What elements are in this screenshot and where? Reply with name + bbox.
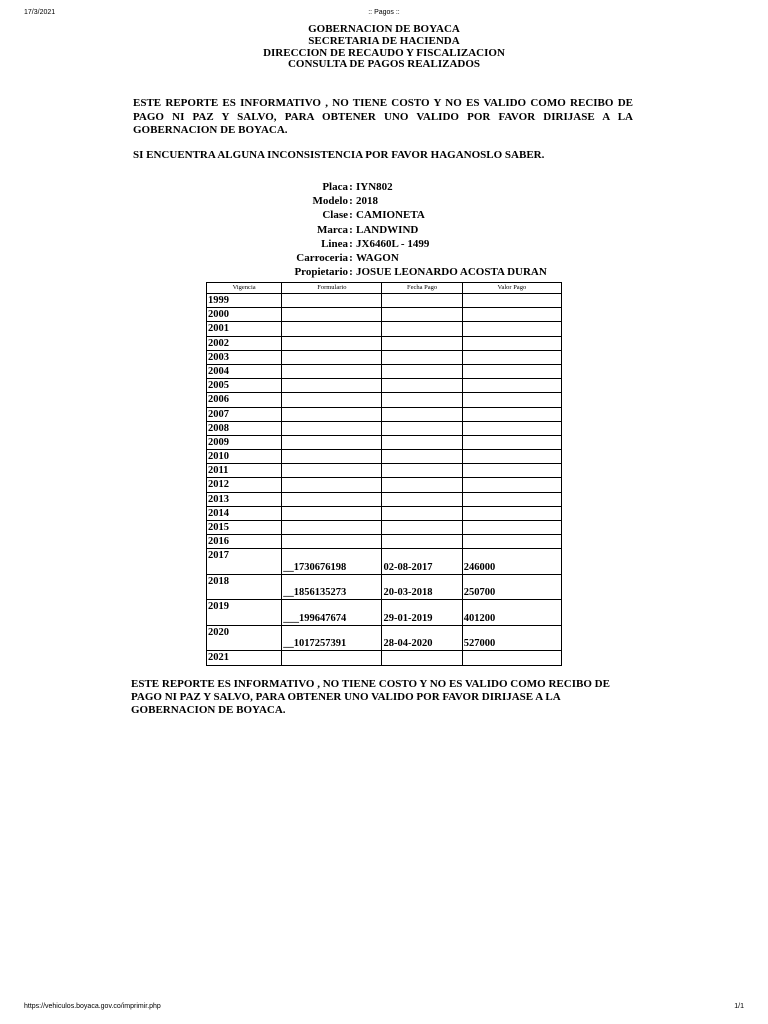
table-row bbox=[207, 450, 562, 464]
table-row bbox=[207, 574, 562, 600]
marca-label: Marca bbox=[317, 223, 348, 236]
vigencia-cell: 2008 bbox=[207, 421, 282, 435]
fecha-pago-cell: 20-03-2018 bbox=[382, 574, 462, 600]
table-row bbox=[207, 478, 562, 492]
carroceria-value: WAGON bbox=[356, 251, 399, 264]
formulario-cell bbox=[282, 535, 382, 549]
table-row bbox=[207, 506, 562, 520]
formulario-cell bbox=[282, 521, 382, 535]
print-date: 17/3/2021 bbox=[24, 9, 56, 16]
formulario-cell bbox=[282, 478, 382, 492]
fecha-pago-cell bbox=[382, 393, 462, 407]
valor-pago-cell bbox=[462, 393, 561, 407]
valor-pago-cell: 527000 bbox=[462, 625, 561, 651]
formulario-cell bbox=[282, 506, 382, 520]
propietario-value: JOSUE LEONARDO ACOSTA DURAN bbox=[356, 266, 547, 279]
heading-line-3: DIRECCION DE RECAUDO Y FISCALIZACION bbox=[263, 46, 505, 59]
table-row bbox=[207, 336, 562, 350]
table-row bbox=[207, 364, 562, 378]
table-row bbox=[207, 549, 562, 575]
valor-pago-cell bbox=[462, 506, 561, 520]
header-valor-pago: Valor Pago bbox=[462, 283, 561, 294]
table-row bbox=[207, 492, 562, 506]
valor-pago-cell bbox=[462, 379, 561, 393]
formulario-cell bbox=[282, 435, 382, 449]
heading-line-2: SECRETARIA DE HACIENDA bbox=[308, 34, 460, 47]
table-row bbox=[207, 651, 562, 665]
payments-header-row bbox=[207, 283, 562, 294]
print-url: https://vehiculos.boyaca.gov.co/imprimir.php bbox=[24, 1003, 161, 1010]
valor-pago-cell bbox=[462, 421, 561, 435]
valor-pago-cell bbox=[462, 478, 561, 492]
fecha-pago-cell bbox=[382, 651, 462, 665]
modelo-value: 2018 bbox=[356, 195, 378, 208]
formulario-cell bbox=[282, 393, 382, 407]
valor-pago-cell bbox=[462, 294, 561, 308]
valor-pago-cell bbox=[462, 336, 561, 350]
vehicle-placa-row: Placa : IYN802 bbox=[250, 180, 670, 194]
vehicle-clase-row: Clase : CAMIONETA bbox=[250, 208, 670, 222]
fecha-pago-cell bbox=[382, 492, 462, 506]
fecha-pago-cell bbox=[382, 506, 462, 520]
fecha-pago-cell: 02-08-2017 bbox=[382, 549, 462, 575]
vigencia-cell: 2000 bbox=[207, 308, 282, 322]
informative-notice-bottom bbox=[131, 678, 621, 717]
linea-label: Linea bbox=[321, 237, 348, 250]
print-page-number: 1/1 bbox=[734, 1003, 744, 1010]
formulario-cell bbox=[282, 336, 382, 350]
vigencia-cell: 2014 bbox=[207, 506, 282, 520]
vigencia-cell: 2011 bbox=[207, 464, 282, 478]
table-row bbox=[207, 600, 562, 626]
formulario-cell bbox=[282, 421, 382, 435]
valor-pago-cell bbox=[462, 535, 561, 549]
fecha-pago-cell bbox=[382, 521, 462, 535]
print-footer bbox=[0, 1003, 768, 1015]
fecha-pago-cell bbox=[382, 535, 462, 549]
modelo-label: Modelo bbox=[312, 195, 348, 208]
vigencia-cell: 1999 bbox=[207, 294, 282, 308]
table-row bbox=[207, 407, 562, 421]
valor-pago-cell: 401200 bbox=[462, 600, 561, 626]
placa-label: Placa bbox=[322, 181, 348, 193]
marca-value: LANDWIND bbox=[356, 223, 419, 236]
vigencia-cell: 2017 bbox=[207, 549, 282, 575]
valor-pago-cell bbox=[462, 464, 561, 478]
formulario-cell: __1017257391 bbox=[282, 625, 382, 651]
carroceria-label: Carroceria bbox=[296, 251, 348, 264]
placa-value: IYN802 bbox=[356, 181, 393, 193]
formulario-cell bbox=[282, 651, 382, 665]
fecha-pago-cell: 28-04-2020 bbox=[382, 625, 462, 651]
notice-bottom-line-2: PAGO NI PAZ Y SALVO, PARA OBTENER UNO VALIDO POR FAVOR DIRIJASE A LA bbox=[131, 691, 561, 703]
fecha-pago-cell: 29-01-2019 bbox=[382, 600, 462, 626]
vigencia-cell: 2006 bbox=[207, 393, 282, 407]
formulario-cell bbox=[282, 407, 382, 421]
fecha-pago-cell bbox=[382, 336, 462, 350]
table-row bbox=[207, 464, 562, 478]
clase-label: Clase bbox=[322, 209, 348, 222]
vigencia-cell: 2018 bbox=[207, 574, 282, 600]
notice-bottom-line-3: GOBERNACION DE BOYACA. bbox=[131, 704, 286, 716]
table-row bbox=[207, 625, 562, 651]
formulario-cell bbox=[282, 308, 382, 322]
notice-bottom-line-1: ESTE REPORTE ES INFORMATIVO , NO TIENE COSTO Y NO ES VALIDO COMO RECIBO DE bbox=[131, 678, 610, 690]
vigencia-cell: 2007 bbox=[207, 407, 282, 421]
vehicle-carroceria-row: Carroceria : WAGON bbox=[250, 251, 670, 265]
vigencia-cell: 2002 bbox=[207, 336, 282, 350]
valor-pago-cell bbox=[462, 492, 561, 506]
payments-body bbox=[207, 294, 562, 666]
heading-line-1: GOBERNACION DE BOYACA bbox=[308, 23, 460, 35]
report-heading bbox=[0, 24, 768, 71]
valor-pago-cell: 250700 bbox=[462, 574, 561, 600]
print-page-title: :: Pagos :: bbox=[368, 9, 400, 16]
formulario-cell: __1730676198 bbox=[282, 549, 382, 575]
formulario-cell bbox=[282, 379, 382, 393]
fecha-pago-cell bbox=[382, 407, 462, 421]
header-formulario: Formulario bbox=[282, 283, 382, 294]
valor-pago-cell bbox=[462, 407, 561, 421]
vehicle-propietario-row: Propietario : JOSUE LEONARDO ACOSTA DURAN bbox=[250, 265, 670, 279]
table-row bbox=[207, 393, 562, 407]
table-row bbox=[207, 379, 562, 393]
vigencia-cell: 2001 bbox=[207, 322, 282, 336]
vigencia-cell: 2003 bbox=[207, 350, 282, 364]
valor-pago-cell bbox=[462, 435, 561, 449]
vehicle-details bbox=[250, 180, 670, 279]
valor-pago-cell bbox=[462, 322, 561, 336]
formulario-cell bbox=[282, 364, 382, 378]
fecha-pago-cell bbox=[382, 308, 462, 322]
valor-pago-cell bbox=[462, 521, 561, 535]
vigencia-cell: 2021 bbox=[207, 651, 282, 665]
linea-value: JX6460L - 1499 bbox=[356, 237, 430, 250]
inconsistency-notice: SI ENCUENTRA ALGUNA INCONSISTENCIA POR FAVOR HAGANOSLO SABER. bbox=[133, 149, 545, 161]
vigencia-cell: 2015 bbox=[207, 521, 282, 535]
formulario-cell bbox=[282, 294, 382, 308]
formulario-cell bbox=[282, 464, 382, 478]
valor-pago-cell bbox=[462, 308, 561, 322]
table-row bbox=[207, 350, 562, 364]
formulario-cell: ___199647674 bbox=[282, 600, 382, 626]
table-row bbox=[207, 421, 562, 435]
vigencia-cell: 2004 bbox=[207, 364, 282, 378]
formulario-cell bbox=[282, 322, 382, 336]
vigencia-cell: 2016 bbox=[207, 535, 282, 549]
vigencia-cell: 2012 bbox=[207, 478, 282, 492]
valor-pago-cell bbox=[462, 450, 561, 464]
fecha-pago-cell bbox=[382, 421, 462, 435]
fecha-pago-cell bbox=[382, 364, 462, 378]
clase-value: CAMIONETA bbox=[356, 209, 425, 222]
valor-pago-cell: 246000 bbox=[462, 549, 561, 575]
informative-notice-top: ESTE REPORTE ES INFORMATIVO , NO TIENE COSTO Y NO ES VALIDO COMO RECIBO DE PAGO NI PAZ Y SALVO, PARA OBTENER UNO VALIDO POR FAVOR DIRIJASE A LA GOBERNACION DE BOYACA. bbox=[133, 97, 633, 136]
vehicle-linea-row: Linea : JX6460L - 1499 bbox=[250, 237, 670, 251]
print-header bbox=[0, 9, 768, 21]
header-vigencia: Vigencia bbox=[207, 283, 282, 294]
fecha-pago-cell bbox=[382, 294, 462, 308]
valor-pago-cell bbox=[462, 651, 561, 665]
formulario-cell: __1856135273 bbox=[282, 574, 382, 600]
heading-line-4: CONSULTA DE PAGOS REALIZADOS bbox=[287, 58, 481, 71]
table-row bbox=[207, 308, 562, 322]
vigencia-cell: 2005 bbox=[207, 379, 282, 393]
vehicle-modelo-row: Modelo : 2018 bbox=[250, 194, 670, 208]
fecha-pago-cell bbox=[382, 379, 462, 393]
table-row bbox=[207, 294, 562, 308]
table-row bbox=[207, 521, 562, 535]
formulario-cell bbox=[282, 450, 382, 464]
fecha-pago-cell bbox=[382, 450, 462, 464]
vigencia-cell: 2009 bbox=[207, 435, 282, 449]
valor-pago-cell bbox=[462, 350, 561, 364]
table-row bbox=[207, 535, 562, 549]
vigencia-cell: 2020 bbox=[207, 625, 282, 651]
formulario-cell bbox=[282, 492, 382, 506]
table-row bbox=[207, 322, 562, 336]
vehicle-marca-row: Marca : LANDWIND bbox=[250, 223, 670, 237]
fecha-pago-cell bbox=[382, 435, 462, 449]
formulario-cell bbox=[282, 350, 382, 364]
fecha-pago-cell bbox=[382, 464, 462, 478]
vigencia-cell: 2019 bbox=[207, 600, 282, 626]
payments-table bbox=[206, 282, 562, 666]
fecha-pago-cell bbox=[382, 478, 462, 492]
vigencia-cell: 2010 bbox=[207, 450, 282, 464]
fecha-pago-cell bbox=[382, 322, 462, 336]
propietario-label: Propietario bbox=[294, 266, 348, 279]
header-fecha-pago: Fecha Pago bbox=[382, 283, 462, 294]
fecha-pago-cell bbox=[382, 350, 462, 364]
valor-pago-cell bbox=[462, 364, 561, 378]
vigencia-cell: 2013 bbox=[207, 492, 282, 506]
table-row bbox=[207, 435, 562, 449]
